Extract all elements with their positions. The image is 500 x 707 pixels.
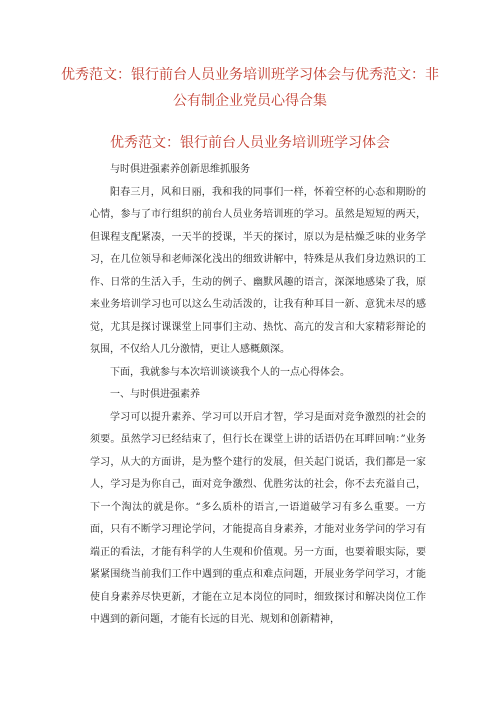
paragraph-intro: 阳春三月，风和日丽，我和我的同事们一样，怀着空杯的心态和期盼的心情，参与了市行组织的前台人员业务培训班的学习。虽然是短短的两天，但课程支配紧凑，一天半的授课，半天的探讨，原以为是枯燥乏味的业务学习，在几位领导和老师深化浅出的细致讲解中，特殊是从我们身边熟识的工作、日常的生活入手，生动的例子、幽默风趣的语言，深深地感染了我，原来业务培训学习也可以这么生动活泼的，让我有种耳目一新、意犹未尽的感觉，尤其是探讨课课堂上同事们主动、热忱、高亢的发言和大家精彩辩论的氛围，不仅给人几分激情，更让人感概颇深。 [90, 186, 426, 355]
article-heading: 与时俱进强素养创新思维抓服务 [110, 164, 250, 175]
paragraph-body: 学习可以提升素养、学习可以开启才智，学习是面对竞争激烈的社会的须要。虽然学习已经结束了，但行长在课堂上讲的话语仍在耳畔回响：”业务学习，从大的方面讲，是为整个建行的发展，但关起门说话，我们都是一家人，学习是为你自己，面对竞争激烈、优胜劣汰的社会，你不去充溢自己，下一个淘汰的就是你。“多么质朴的语言,一语道破学习有多么重要。一方面，只有不断学习理论学问，才能提高自身素养，才能对业务学问的学习有端正的看法，才能有科学的人生观和价值观。另一方面，也要着眼实际，要紧紧围绕当前我们工作中遇到的重点和难点问题，开展业务学问学习，才能使自身素养尽快更新，才能在立足本岗位的同时，细致探讨和解决岗位工作中遇到的新问题，才能有长远的目光、规划和创新精神， [90, 411, 426, 625]
section-title: 优秀范文：银行前台人员业务培训班学习体会 [110, 135, 390, 151]
document-title: 优秀范文：银行前台人员业务培训班学习体会与优秀范文：非公有制企业党员心得合集 [61, 67, 439, 109]
paragraph-transition: 下面，我就参与本次培训谈谈我个人的一点心得体会。 [110, 366, 350, 378]
section-heading: 一、与时俱进强素养 [110, 389, 200, 400]
document-body [90, 159, 426, 632]
